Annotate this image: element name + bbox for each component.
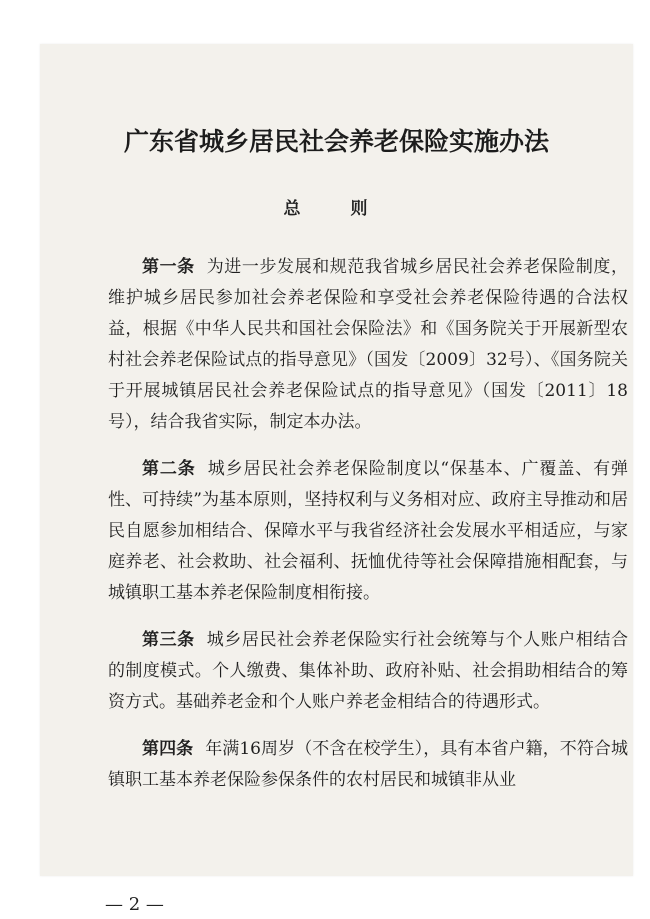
article-2 [108, 454, 628, 609]
article-4 [108, 734, 628, 796]
article-label: 第四条 [142, 739, 194, 759]
article-text: 为进一步发展和规范我省城乡居民社会养老保险制度，维护城乡居民参加社会养老保险和享受社会养老保险待遇的合法权益，根据《中华人民共和国社会保险法》和《国务院关于开展新型农村社会养老保险试点的指导意见》（国发〔2009〕32号）、《国务院关于开展城镇居民社会养老保险试点的指导意见》（国发〔2011〕18号），结合我省实际，制定本办法。 [108, 257, 629, 432]
section-heading: 总 则 [283, 199, 390, 219]
document-body [108, 252, 628, 812]
document-title: 广东省城乡居民社会养老保险实施办法 [123, 127, 549, 156]
article-text: 城乡居民社会养老保险制度以“保基本、广覆盖、有弹性、可持续”为基本原则，坚持权利与义务相对应、政府主导推动和居民自愿参加相结合、保障水平与我省经济社会发展水平相适应，与家庭养老、社会救助、社会福利、抚恤优待等社会保障措施相配套，与城镇职工基本养老保险制度相衔接。 [108, 459, 629, 603]
article-text: 城乡居民社会养老保险实行社会统筹与个人账户相结合的制度模式。个人缴费、集体补助、政府补贴、社会捐助相结合的筹资方式。基础养老金和个人账户养老金相结合的待遇形式。 [108, 630, 629, 712]
page-number: — 2 — [105, 894, 164, 915]
article-label: 第一条 [142, 257, 195, 277]
article-3 [108, 625, 628, 718]
article-label: 第三条 [142, 630, 195, 650]
document-page [40, 44, 633, 915]
article-label: 第二条 [142, 459, 196, 479]
article-1 [108, 252, 628, 438]
article-text: 年满16周岁（不含在校学生），具有本省户籍，不符合城镇职工基本养老保险参保条件的农村居民和城镇非从业 [108, 739, 629, 790]
